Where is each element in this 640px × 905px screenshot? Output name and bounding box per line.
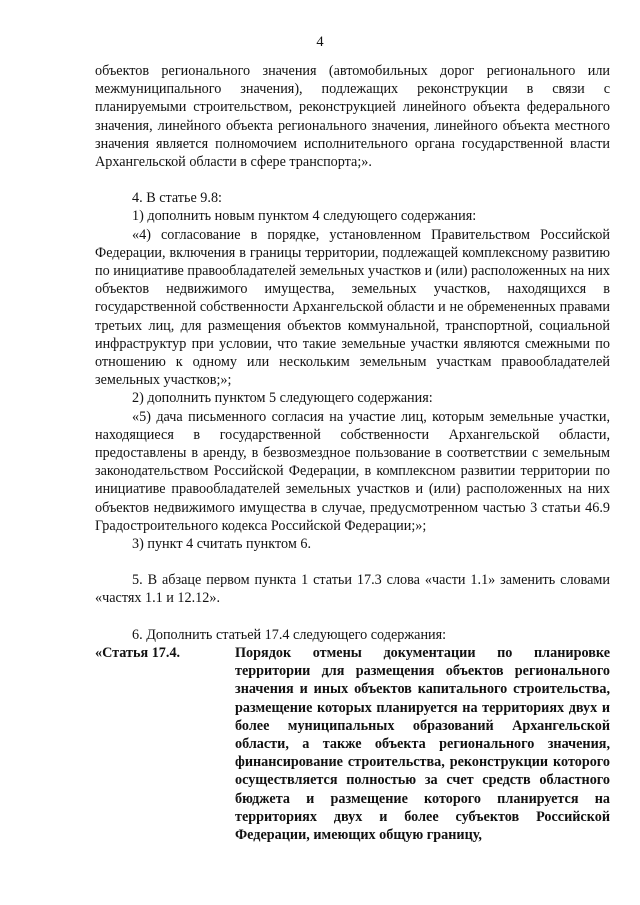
section-6-heading: 6. Дополнить статьей 17.4 следующего содержания: (132, 626, 447, 643)
section-4-item1-intro: 1) дополнить новым пунктом 4 следующего содержания: (132, 208, 477, 225)
section-5-text: 5. В абзаце первом пункта 1 статьи 17.3 слова «части 1.1» заменить словами «частях 1.1 и 12.12». (95, 572, 610, 607)
section-4-item1-text: «4) согласование в порядке, установленном Правительством Российской Федерации, включения в границы территории, подлежащей комплексному развитию по инициативе правообладателей земельных участков и (или) расположенных на них объектов недвижимого имущества, земельных участков, находящихся в государственной собственности Архангельской области и не обремененных правами третьих лиц, для размещения объектов коммунальной, транспортной, социальной инфраструктур при условии, что такие земельные участки являются смежными по отношению к одному или нескольким земельным участкам правообладателей земельных участков;»; (95, 226, 610, 389)
spacer (95, 553, 610, 571)
page-number: 4 (316, 34, 324, 50)
section-4-heading: 4. В статье 9.8: (132, 190, 222, 207)
spacer (95, 608, 610, 626)
article-17-4 (95, 644, 610, 844)
paragraph-continuation: объектов регионального значения (автомобильных дорог регионального или межмуниципального значения), подлежащих реконструкции в связи с планируемыми строительством, реконструкцией линейного объекта федерального значения, линейного объекта регионального значения, линейного объекта местного значения является полномочием исполнительного органа государственной власти Архангельской области в сфере транспорта;». (95, 63, 610, 171)
section-4-item2-text: «5) дача письменного согласия на участие лиц, которым земельные участки, находящиеся в государственной собственности Архангельской области, предоставлены в аренду, в безвозмездное пользование в соответствии с земельным законодательством Российской Федерации, в комплексном развитии территории по инициативе правообладателей земельных участков и (или) расположенных на них объектов недвижимого имущества в случае, предусмотренном частью 3 статьи 46.9 Градостроительного кодекса Российской Федерации;»; (95, 408, 610, 534)
section-4-item3: 3) пункт 4 считать пунктом 6. (132, 536, 311, 553)
document-body (95, 62, 610, 844)
article-label: «Статья 17.4. (95, 644, 181, 661)
spacer (95, 171, 610, 189)
article-title: Порядок отмены документации по планировке территории для размещения объектов регионального значения и иных объектов капитального строительства, размещение которых планируется на территориях двух и более муниципальных образований Архангельской области, а также объекта регионального значения, финансирование строительства, реконструкции которого осуществляется полностью за счет средств областного бюджета и размещение которого планируется на территориях двух и более субъектов Российской Федерации, имеющих общую границу, (235, 644, 610, 843)
section-4-item2-intro: 2) дополнить пунктом 5 следующего содержания: (132, 390, 433, 407)
